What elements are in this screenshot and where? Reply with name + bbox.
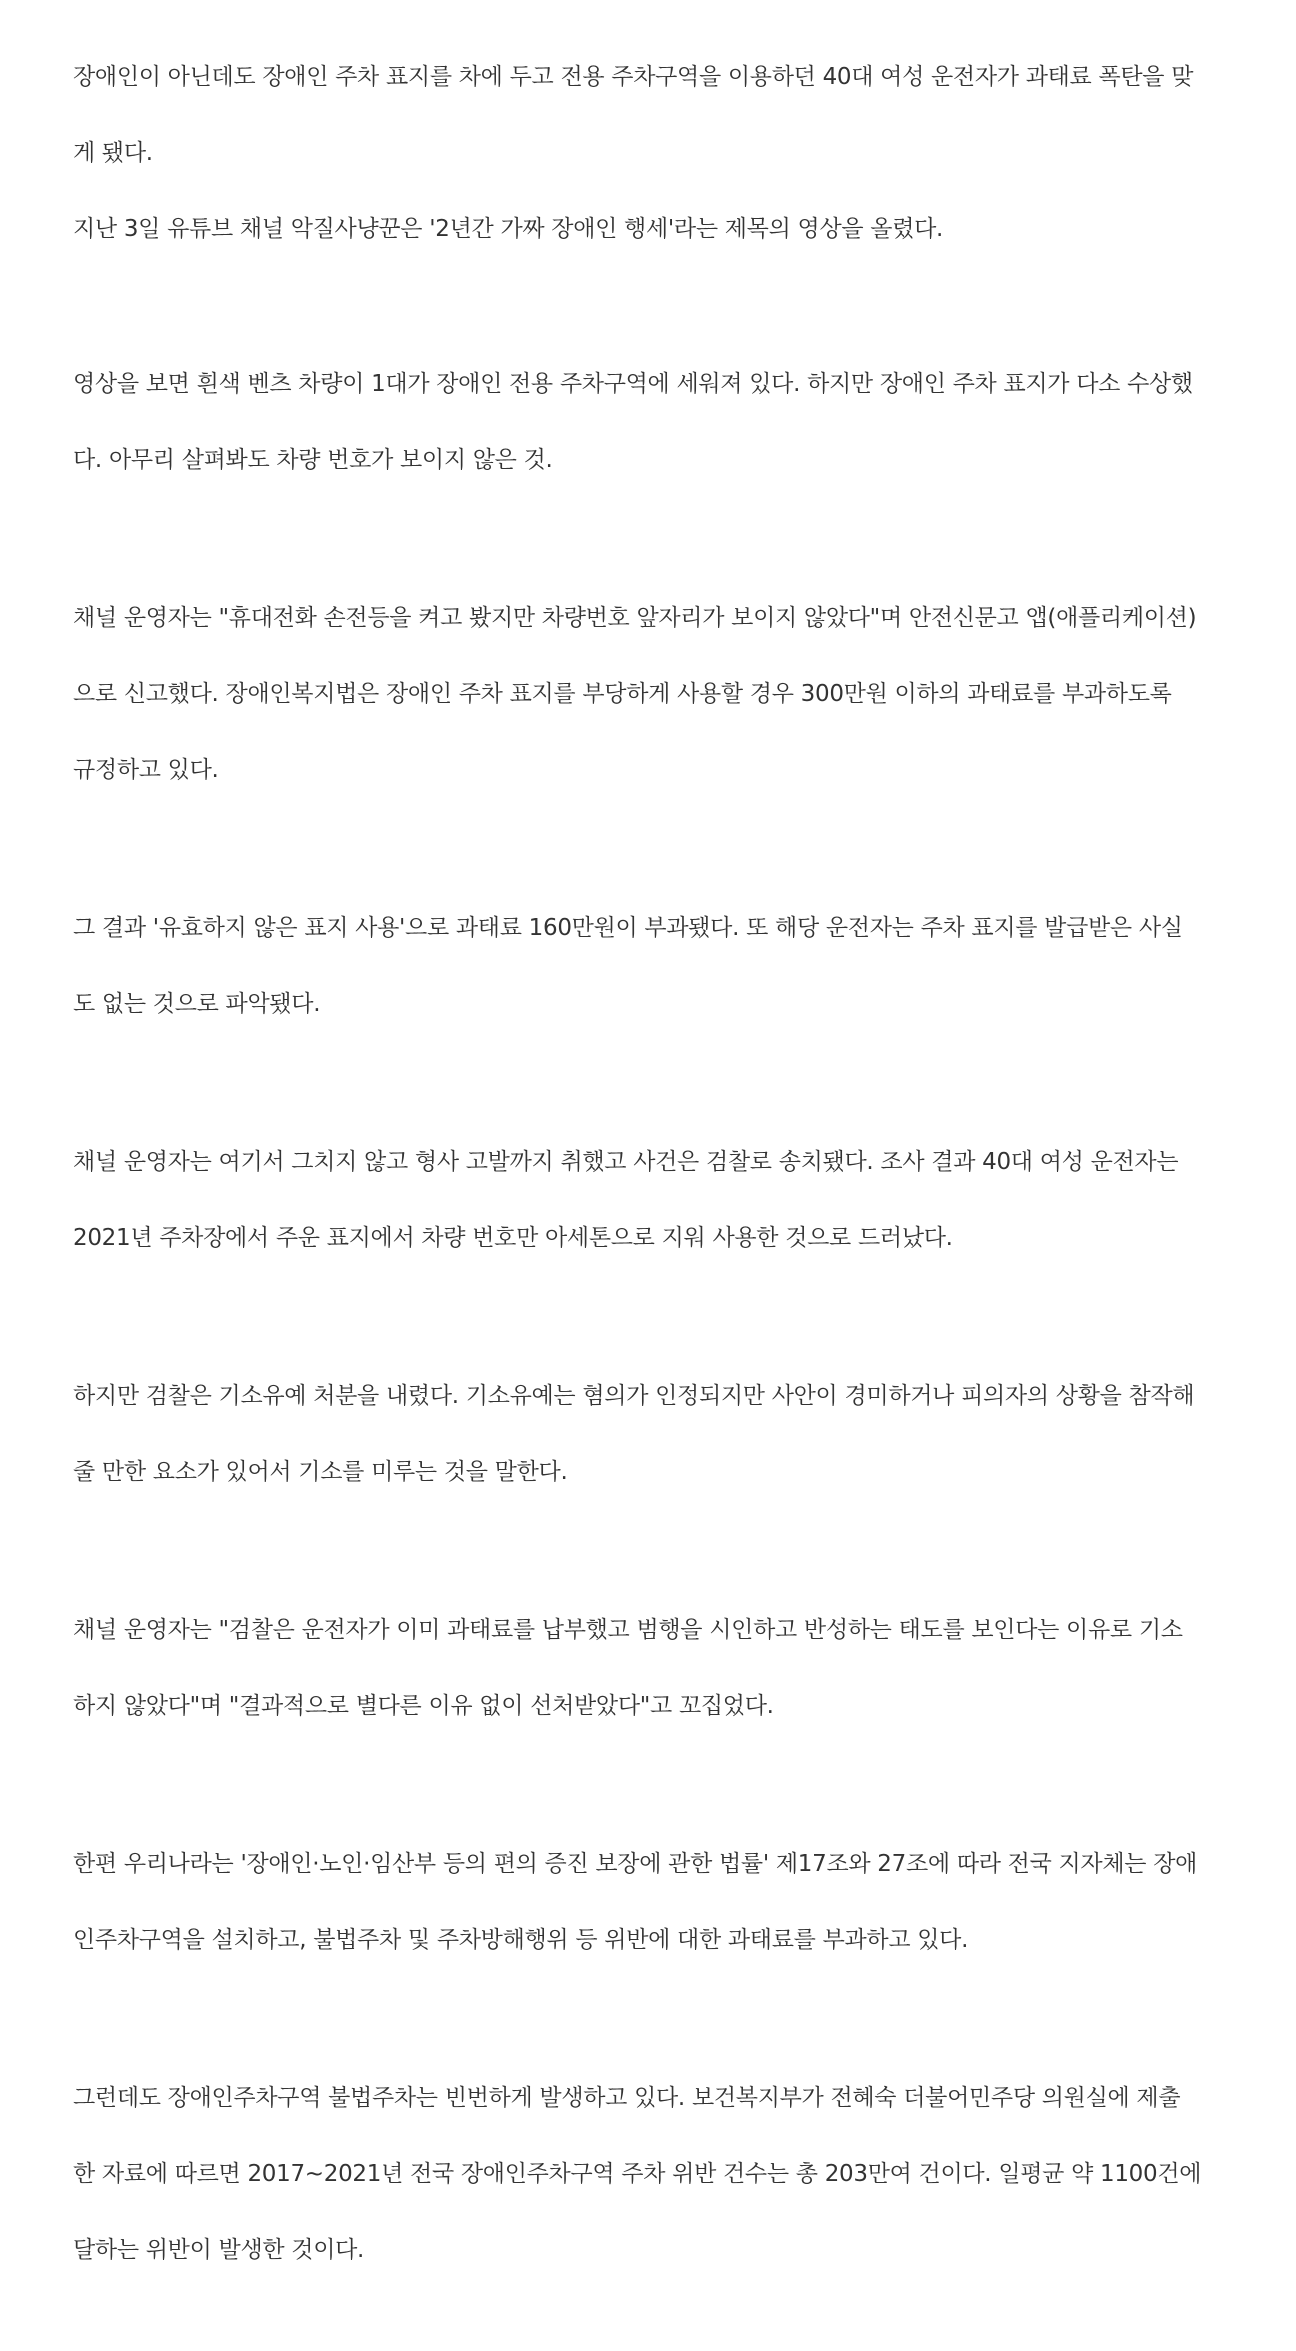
text-line: 그 결과 '유효하지 않은 표지 사용'으로 과태료 160만원이 부과됐다. 또 해당 운전자는 주차 표지를 발급받은 사실 bbox=[73, 915, 1183, 941]
text-line: 채널 운영자는 "휴대전화 손전등을 켜고 봤지만 차량번호 앞자리가 보이지 않았다"며 안전신문고 앱(애플리케이션) bbox=[73, 605, 1197, 631]
paragraph-1 bbox=[73, 20, 1233, 286]
text-line: 채널 운영자는 여기서 그치지 않고 형사 고발까지 취했고 사건은 검찰로 송치됐다. 조사 결과 40대 여성 운전자는 bbox=[73, 1149, 1179, 1175]
text-line: 다. 아무리 살펴봐도 차량 번호가 보이지 않은 것. bbox=[73, 447, 553, 473]
text-line: 도 없는 것으로 파악됐다. bbox=[73, 991, 321, 1017]
text-line: 한편 우리나라는 '장애인·노인·임산부 등의 편의 증진 보장에 관한 법률' 제17조와 27조에 따라 전국 지자체는 장애 bbox=[73, 1851, 1198, 1877]
text-line: 하지 않았다"며 "결과적으로 별다른 이유 없이 선처받았다"고 꼬집었다. bbox=[73, 1693, 774, 1719]
text-line: 달하는 위반이 발생한 것이다. bbox=[73, 2237, 365, 2263]
text-line: 으로 신고했다. 장애인복지법은 장애인 주차 표지를 부당하게 사용할 경우 300만원 이하의 과태료를 부과하도록 bbox=[73, 681, 1172, 707]
text-line: 인주차구역을 설치하고, 불법주차 및 주차방해행위 등 위반에 대한 과태료를 부과하고 있다. bbox=[73, 1927, 969, 1953]
paragraph-2 bbox=[73, 327, 1233, 517]
text-line: 영상을 보면 흰색 벤츠 차량이 1대가 장애인 전용 주차구역에 세워져 있다. 하지만 장애인 주차 표지가 다소 수상했 bbox=[73, 371, 1193, 397]
paragraph-6 bbox=[73, 1339, 1233, 1529]
text-line: 지난 3일 유튜브 채널 악질사냥꾼은 '2년간 가짜 장애인 행세'라는 제목의 영상을 올렸다. bbox=[73, 216, 944, 242]
text-line: 그런데도 장애인주차구역 불법주차는 빈번하게 발생하고 있다. 보건복지부가 전혜숙 더불어민주당 의원실에 제출 bbox=[73, 2085, 1181, 2111]
text-line: 2021년 주차장에서 주운 표지에서 차량 번호만 아세톤으로 지워 사용한 것으로 드러났다. bbox=[73, 1225, 953, 1251]
article-body bbox=[73, 20, 1233, 2351]
paragraph-3 bbox=[73, 561, 1233, 827]
text-line: 채널 운영자는 "검찰은 운전자가 이미 과태료를 납부했고 범행을 시인하고 반성하는 태도를 보인다는 이유로 기소 bbox=[73, 1617, 1183, 1643]
text-line: 줄 만한 요소가 있어서 기소를 미루는 것을 말한다. bbox=[73, 1459, 568, 1485]
paragraph-9 bbox=[73, 2041, 1233, 2307]
text-line: 게 됐다. bbox=[73, 140, 153, 166]
paragraph-7 bbox=[73, 1573, 1233, 1763]
paragraph-5 bbox=[73, 1105, 1233, 1295]
text-line: 규정하고 있다. bbox=[73, 757, 219, 783]
paragraph-8 bbox=[73, 1807, 1233, 1997]
paragraph-4 bbox=[73, 871, 1233, 1061]
text-line: 하지만 검찰은 기소유예 처분을 내렸다. 기소유예는 혐의가 인정되지만 사안이 경미하거나 피의자의 상황을 참작해 bbox=[73, 1383, 1195, 1409]
text-line: 한 자료에 따르면 2017~2021년 전국 장애인주차구역 주차 위반 건수는 총 203만여 건이다. 일평균 약 1100건에 bbox=[73, 2161, 1202, 2187]
text-line: 장애인이 아닌데도 장애인 주차 표지를 차에 두고 전용 주차구역을 이용하던 40대 여성 운전자가 과태료 폭탄을 맞 bbox=[73, 64, 1194, 90]
